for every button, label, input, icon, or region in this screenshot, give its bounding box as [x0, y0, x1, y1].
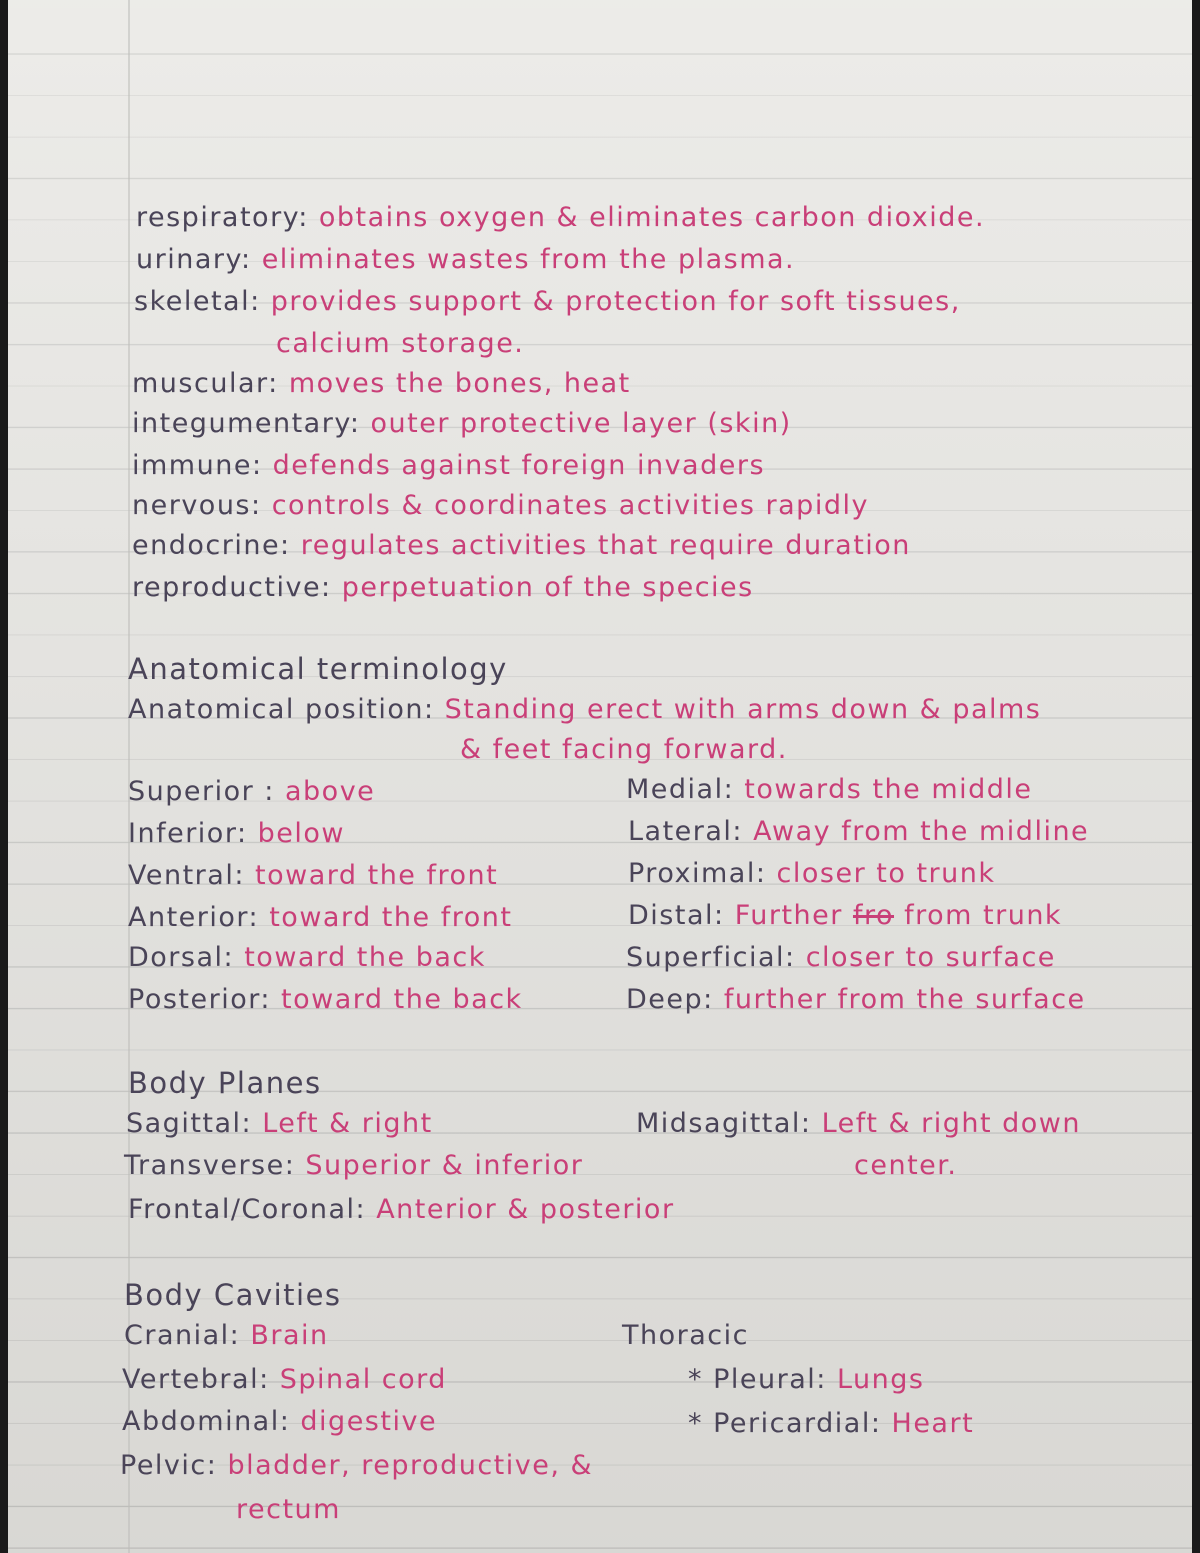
def: Heart [891, 1408, 975, 1439]
cavity-line [120, 1450, 593, 1481]
anatomical-position-cont [460, 734, 788, 765]
direction-term-line [128, 902, 512, 933]
system-term: nervous: [132, 490, 262, 521]
def: Anterior & posterior [376, 1194, 675, 1225]
system-def: eliminates wastes from the plasma. [261, 244, 796, 275]
term: Vertebral: [122, 1364, 270, 1395]
plane-line [636, 1108, 1081, 1139]
system-line [132, 368, 631, 399]
term: * Pleural: [688, 1364, 827, 1395]
system-term: muscular: [132, 368, 279, 399]
struck-word: fro [852, 900, 895, 931]
system-def: calcium storage. [276, 328, 525, 359]
term: Proximal: [628, 858, 767, 889]
system-term: urinary: [136, 244, 252, 275]
def: bladder, reproductive, & [227, 1450, 594, 1481]
direction-term-line [628, 816, 1089, 847]
system-term: integumentary: [132, 408, 361, 439]
system-def: outer protective layer (skin) [370, 408, 792, 439]
section-heading: Body Planes [128, 1066, 322, 1100]
def: Superior & inferior [305, 1150, 584, 1181]
section-heading: Body Cavities [124, 1278, 342, 1312]
direction-term-line [128, 984, 523, 1015]
def: toward the back [281, 984, 523, 1015]
direction-term-line [628, 900, 1062, 931]
term: Abdominal: [122, 1406, 291, 1437]
def: toward the back [244, 942, 486, 973]
term: Lateral: [628, 816, 744, 847]
def: & feet facing forward. [460, 734, 788, 765]
plane-line [128, 1194, 675, 1225]
term: * Pericardial: [688, 1408, 882, 1439]
def: Brain [250, 1320, 329, 1351]
direction-term-line [128, 860, 498, 891]
term: Superior : [128, 776, 275, 807]
term: Frontal/Coronal: [128, 1194, 367, 1225]
term: Posterior: [128, 984, 271, 1015]
system-line [136, 202, 985, 233]
anatomical-position [128, 694, 1041, 725]
system-term: skeletal: [134, 286, 261, 317]
def: Standing erect with arms down & palms [444, 694, 1042, 725]
cavity-line [688, 1408, 974, 1439]
def: Further [734, 900, 843, 931]
def: toward the front [269, 902, 513, 933]
def: below [257, 818, 345, 849]
system-line [136, 244, 795, 275]
term: Pelvic: [120, 1450, 218, 1481]
term: Medial: [626, 774, 735, 805]
system-line [132, 572, 754, 603]
system-def: controls & coordinates activities rapidly [271, 490, 869, 521]
def: rectum [236, 1494, 341, 1525]
term: Midsagittal: [636, 1108, 812, 1139]
def: further from the surface [723, 984, 1086, 1015]
term: Anatomical position: [128, 694, 435, 725]
def: closer to trunk [776, 858, 996, 889]
system-term: respiratory: [136, 202, 309, 233]
system-line [134, 286, 961, 317]
system-def: obtains oxygen & eliminates carbon dioxide. [318, 202, 986, 233]
term: Inferior: [128, 818, 248, 849]
def: Lungs [836, 1364, 925, 1395]
system-line [132, 490, 869, 521]
term: Superficial: [626, 942, 796, 973]
direction-term-line [626, 942, 1056, 973]
system-line [132, 450, 765, 481]
system-term: immune: [132, 450, 263, 481]
cavity-line [124, 1320, 329, 1351]
def: toward the front [255, 860, 499, 891]
system-def: perpetuation of the species [341, 572, 754, 603]
direction-term-line [128, 776, 375, 807]
system-term: reproductive: [132, 572, 332, 603]
def: above [285, 776, 376, 807]
cavity-line [688, 1364, 924, 1395]
plane-line-cont [854, 1150, 957, 1181]
system-term: endocrine: [132, 530, 291, 561]
term: Dorsal: [128, 942, 235, 973]
def: center. [854, 1150, 958, 1181]
direction-term-line [626, 774, 1033, 805]
term: Deep: [626, 984, 714, 1015]
def: Spinal cord [279, 1364, 447, 1395]
term: Cranial: [124, 1320, 241, 1351]
direction-term-line [128, 818, 345, 849]
def: digestive [300, 1406, 438, 1437]
section-heading: Anatomical terminology [128, 652, 508, 686]
direction-term-line [626, 984, 1086, 1015]
def: Away from the midline [753, 816, 1090, 847]
system-def: defends against foreign invaders [272, 450, 766, 481]
term: Anterior: [128, 902, 260, 933]
def: from trunk [904, 900, 1063, 931]
direction-term-line [128, 942, 486, 973]
system-line [132, 408, 792, 439]
term: Distal: [628, 900, 725, 931]
term: Ventral: [128, 860, 245, 891]
def: Left & right down [821, 1108, 1081, 1139]
system-def: regulates activities that require duration [300, 530, 911, 561]
direction-term-line [628, 858, 996, 889]
plane-line [126, 1108, 433, 1139]
term: Sagittal: [126, 1108, 253, 1139]
cavity-line [122, 1406, 437, 1437]
system-def: moves the bones, heat [288, 368, 631, 399]
notebook-page [8, 0, 1192, 1553]
def: closer to surface [805, 942, 1056, 973]
term: Transverse: [124, 1150, 296, 1181]
plane-line [124, 1150, 583, 1181]
system-def: provides support & protection for soft tissues, [270, 286, 961, 317]
def: towards the middle [744, 774, 1033, 805]
system-line-cont [276, 328, 524, 359]
cavity-subheading [622, 1320, 749, 1351]
system-line [132, 530, 911, 561]
def: Left & right [262, 1108, 433, 1139]
cavity-line [122, 1364, 447, 1395]
cavity-line-cont [236, 1494, 341, 1525]
term: Thoracic [622, 1320, 749, 1351]
